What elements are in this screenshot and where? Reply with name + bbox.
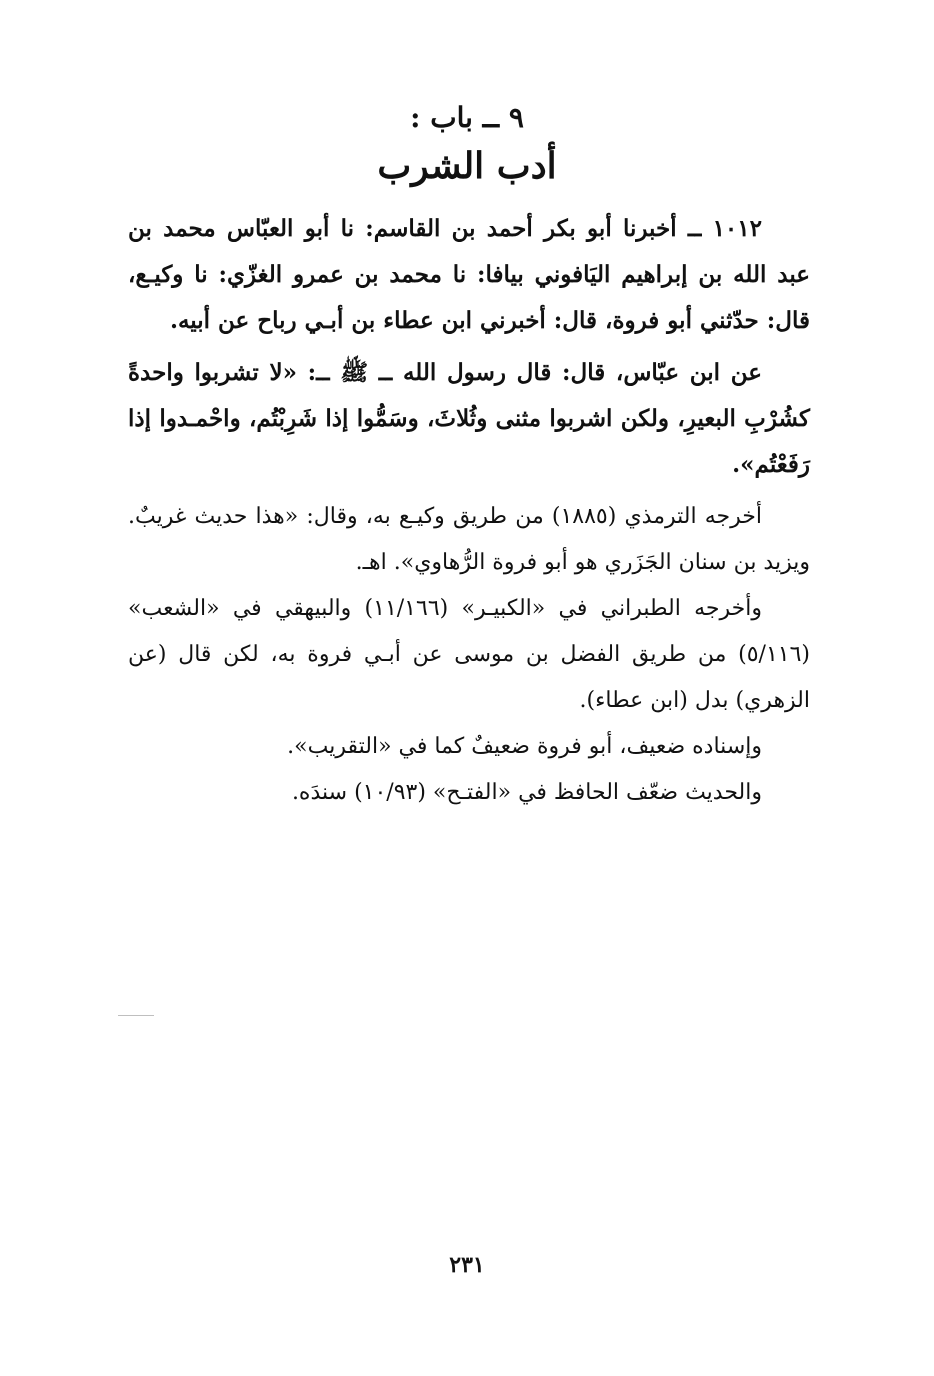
chapter-number: ٩ ــ باب :	[410, 101, 524, 134]
hadith-isnad: ١٠١٢ ــ أخبرنا أبو بكر أحمد بن القاسم: نا أبو العبّاس محمد بن عبد الله بن إبراهيم اليَافوني بيافا: نا محمد بن عمرو الغزّي: نا وكيـع، قال: حدّثني أبو فروة، قال: أخبرني ابن عطاء بن أبـي رباح عن أبيه.	[128, 215, 810, 334]
note-hafiz-grade: والحديث ضعّف الحافظ في «الفتـح» (١٠/٩٣) سندَه.	[291, 780, 762, 805]
page-number: ٢٣١	[449, 1252, 485, 1278]
note-isnad-grade: وإسناده ضعيف، أبو فروة ضعيفٌ كما في «التقريب».	[287, 734, 762, 759]
page-body	[128, 206, 810, 816]
chapter-title: أدب الشرب	[377, 145, 557, 187]
note-takhrij-tabarani: وأخرجه الطبراني في «الكبيـر» (١١/١٦٦) والبيهقي في «الشعب» (٥/١١٦) من طريق الفضل بن موسى عن أبـي فروة به، لكن قال (عن الزهري) بدل (ابن عطاء).	[128, 596, 810, 713]
scan-speck	[118, 1015, 154, 1016]
hadith-matn: عن ابن عبّاس، قال: قال رسول الله ــ ﷺ ــ: «لا تشربوا واحدةً كشُرْبِ البعيرِ، ولكن اشربوا مثنى وثُلاثَ، وسَمُّوا إذا شَرِبْتُم، واحْمـدوا إذا رَفَعْتُم».	[128, 359, 810, 478]
note-takhrij-tirmidhi: أخرجه الترمذي (١٨٨٥) من طريق وكيـع به، وقال: «هذا حديث غريبٌ. ويزيد بن سنان الجَزَري هو أبو فروة الرُّهاوي». اهـ.	[128, 504, 810, 575]
